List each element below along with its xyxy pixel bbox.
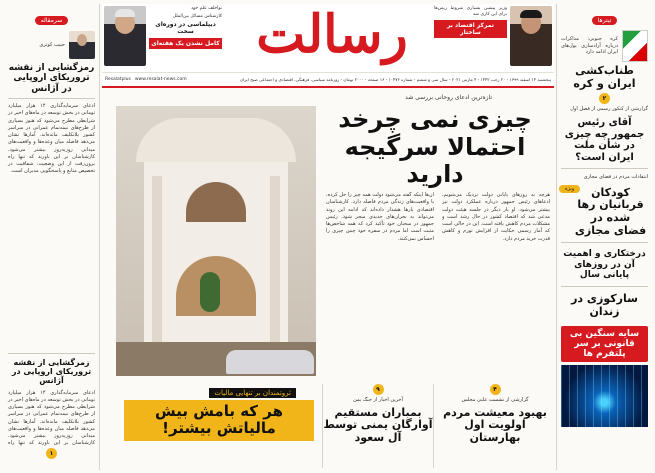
- item5-headline[interactable]: سارکوزی در زندان: [571, 292, 638, 319]
- item3-summary: انتقادات مردم در فضای مجازی: [583, 174, 648, 181]
- item4-headline[interactable]: درختکاری و اهمیت آن در روزهای پایانی سال: [563, 249, 646, 281]
- right-column-tag: تیترها: [592, 16, 618, 25]
- villa-photo: [116, 106, 316, 376]
- date-line: پنجشنبه ۱۴ اسفند ۱۳۹۹ - ۲۰ رجب ۱۴۴۲ - ۴ مارس ۲۰۲۱ - سال سی و ششم - شماره ۱۰۴۷۶ - ۱۶ صفحه - ۲۰۰۰ تومان - روزنامه سیاسی، فرهنگی، اقتصادی و اجتماعی صبح ایران: [240, 77, 551, 82]
- masthead-right-promo: [434, 6, 552, 68]
- masthead: [102, 4, 554, 88]
- item-number-badge: ۲: [599, 93, 610, 104]
- promo-right-quote: وزیر پیشین بسیاری شروط ریس‌ها برای این کاری شد: [434, 6, 507, 18]
- editorial-tag: سرمقاله: [35, 16, 68, 25]
- photo-story: [110, 388, 320, 464]
- digital-network-image: [561, 365, 648, 427]
- promo-portrait-left: [104, 6, 146, 66]
- promo-left-quote: دیپلماسی در دوره‌ای سخت: [155, 21, 216, 36]
- item6-headline[interactable]: سایه سنگین بی قانونی بر سر پلتفرم ها: [561, 326, 648, 362]
- promo-portrait-right: [510, 6, 552, 66]
- photo-caption: ثروتمندان بر تنهایی مالیات: [209, 388, 296, 398]
- main-headline[interactable]: چیزی نمی چرخد احتمالا سرگیجه دارید: [338, 105, 532, 189]
- website-link[interactable]: www.resalat-news.com: [134, 77, 187, 82]
- main-body-right[interactable]: هرچه به روزهای پایانی دولت نزدیک می‌شویم، ادعاهای رئیس جمهور درباره عملکرد دولت نیز بیشتر می‌شود. او بار دیگر در جلسه هیئت دولت مدعی شد که اقتصاد کشور در حال رشد است و مشکلات مردم کاهش یافته است. این در حالی است که آمار رسمی حکایت از افزایش تورم و کاهش قدرت خرید مردم دارد.: [442, 192, 550, 242]
- bottom-right-badge: ۴: [490, 384, 501, 395]
- masthead-logo: رسالت: [256, 4, 408, 65]
- item1-headline[interactable]: طناب‌کشی ایران و کره: [573, 64, 636, 90]
- photo-headline[interactable]: هر که بامش بیش مالیاتش بیشتر!: [124, 400, 314, 441]
- main-story: [102, 92, 554, 376]
- bottom-story-middle: [322, 384, 434, 468]
- editorial-body-2: ادعای سرمایه‌گذاری ۱۴ هزار میلیارد تومانی در بخش توسعه در ماه‌های اخیر در شرایطی مطرح می‌شود که هنوز بسیاری از طرح‌های نیمه‌تمام عمرانی در سراسر کشور بلاتکلیف مانده‌اند. آمارها نشان می‌دهد فاصله میان وعده‌ها و واقعیت‌های میدانی روزبه‌روز بیشتر می‌شود. کارشناسان بر این باورند که تنها راه: [8, 389, 95, 446]
- bottom-middle-badge: ۹: [373, 384, 384, 395]
- bottom-right-headline[interactable]: بهبود معیشت مردم اولویت اول بهارستان: [443, 405, 547, 445]
- promo-left-box[interactable]: کامل نشدن یک هفته‌ای: [149, 38, 222, 49]
- promo-right-box[interactable]: تمرکز اقتصاد بر ساختار: [434, 20, 507, 38]
- editorial-headline-2[interactable]: زمرگشایی از نقشه تروریکای اروپایی در آژانس: [11, 358, 92, 386]
- editorial-body: ادعای سرمایه‌گذاری ۱۴ هزار میلیارد تومانی در بخش توسعه در ماه‌های اخیر در شرایطی مطرح می‌شود که هنوز بسیاری از طرح‌های نیمه‌تمام عمرانی در سراسر کشور بلاتکلیف مانده‌اند. آمارها نشان می‌دهد فاصله میان وعده‌ها و واقعیت‌های میدانی روزبه‌روز بیشتر می‌شود. کارشناسان بر این باورند که تنها راه برون‌رفت از این وضعیت، شفافیت در تخصیص منابع و پاسخگویی مدیران است.: [8, 103, 95, 175]
- special-ribbon: ویژه: [559, 185, 580, 193]
- bottom-story-right: [438, 384, 552, 468]
- bottom-middle-headline[interactable]: بمباران مستقیم آوارگان یمنی توسط آل سعود: [323, 405, 433, 445]
- editorial-headline[interactable]: رمزگشایی از نقشه تروریکای اروپایی در آژانس: [8, 63, 95, 94]
- masthead-dateline-bar: [102, 72, 554, 86]
- page-number-badge: ۱: [46, 448, 57, 459]
- main-kicker: تازه‌ترین ادعای روحانی بررسی شد: [405, 94, 492, 101]
- item2-summary: گزارشی از کنکور رسمی از فصل اول: [570, 106, 648, 113]
- item1-summary: کره جنوبی: مذاکرات درباره آزادسازی پول‌های ایران ادامه دارد: [561, 35, 618, 56]
- main-body-left[interactable]: آن‌ها اینکه گفته می‌شود دولت همه چیز را حل کرده، با واقعیت‌های زندگی مردم فاصله دارد. کارشناسان اقتصادی بارها هشدار داده‌اند که ادامه این روند می‌تواند به بحران‌های جدیدی منجر شود. رئیس جمهور در سخنان خود تأکید کرد که همه شاخص‌ها مثبت است اما مردم در سفره خود چنین چیزی را احساس نمی‌کنند.: [326, 192, 434, 242]
- left-editorial-column: [4, 4, 100, 470]
- promo-left-label: نواخلف علم خود: [191, 6, 222, 11]
- item3-headline[interactable]: کودکان قربانیان رها شده در فضای مجازی: [574, 185, 647, 237]
- bottom-right-kicker: گزارشی از نشست علنی مجلس: [461, 397, 529, 403]
- right-news-column: [556, 4, 652, 470]
- author-name: حبیب کوثری: [39, 41, 65, 48]
- promo-left-name: کارشناس مسائل بین‌الملل: [172, 14, 222, 20]
- bottom-middle-kicker: آخرین اخبار از جنگ یمن: [353, 397, 403, 403]
- masthead-left-promo: [104, 6, 222, 68]
- thumbnail-flags: [622, 30, 648, 62]
- author-avatar: [69, 31, 95, 59]
- item2-headline[interactable]: آقای رئیس جمهور چه چیزی در شأن ملت ایران است؟: [564, 117, 645, 163]
- social-handle[interactable]: Resalatplus: [105, 77, 131, 82]
